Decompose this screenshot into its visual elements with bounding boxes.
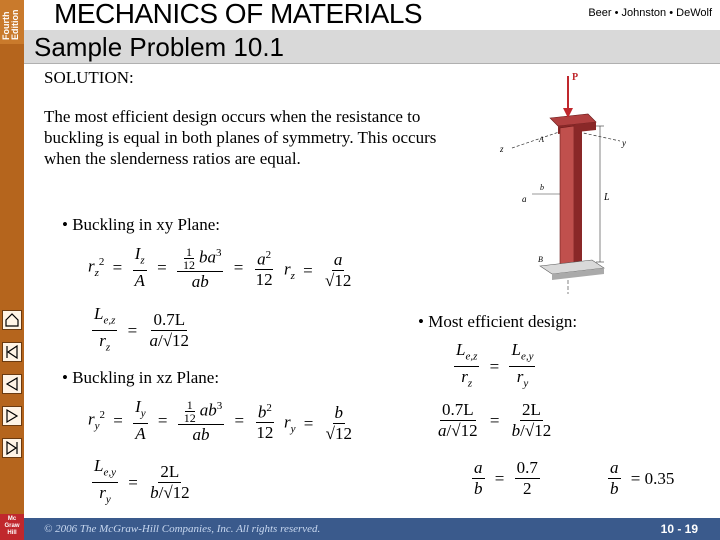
label-z: z [500,144,504,154]
header [24,0,720,30]
authors: Beer • Johnston • DeWolf [588,7,712,19]
problem-title: Sample Problem 10.1 [34,32,285,62]
sidebar [0,0,24,540]
intro-paragraph: The most efficient design occurs when the resistance to buckling is equal in both planes of symmetry. This occurs when the slenderness ratios are equal. [44,107,437,168]
label-y: y [622,138,626,148]
footer [24,518,720,540]
bullet-xy-plane: • Buckling in xy Plane: [62,215,220,234]
copyright: © 2006 The McGraw-Hill Companies, Inc. All rights reserved. [44,523,321,535]
first-slide-icon[interactable] [2,342,22,362]
column-body [560,126,574,266]
equation-result: $\frac{a}{b}$ = 0.35 [610,458,675,498]
page-number: 10 - 19 [660,522,698,536]
equation-slenderness-z: $\frac{L_{e,z}}{r_z}$ = $\frac{0.7L}{a/√12}$ [94,304,190,354]
equation-rz-squared: $r_z^2$ = $\frac{I_z}{A}$ = $\frac{1}{12}$ $ba^3$ ab = $\frac{a^2}{12}$ [88,243,273,292]
label-B: B [538,255,543,264]
edition-tab [0,0,24,44]
label-L: L [604,192,610,203]
edition-label: Fourth Edition [1,9,20,40]
home-icon[interactable] [2,310,22,330]
solution-label: SOLUTION: [44,68,134,87]
equation-substituted: $\frac{0.7L}{a/√12}$ = $\frac{2L}{b/√12}$ [438,400,552,440]
equation-slenderness-y: $\frac{L_{e,y}}{r_y}$ = $\frac{2L}{b/√12}$ [94,456,190,506]
equation-ry-squared: $r_y^2$ = $\frac{I_y}{A}$ = $\frac{1}{12}$ $ab^3$ ab = $\frac{b^2}{12}$ [88,396,274,445]
equation-rz: $r_z$ = $\frac{a}{√12}$ [284,250,352,290]
label-P: P [572,72,579,83]
bullet-efficient-design: • Most efficient design: [418,312,578,331]
course-title: MECHANICS OF MATERIALS [54,0,423,29]
column-figure [492,66,642,296]
bullet-xz-plane: • Buckling in xz Plane: [62,368,220,387]
last-slide-icon[interactable] [2,438,22,458]
equation-ry: $r_y$ = $\frac{b}{√12}$ [284,403,352,443]
label-A: A [539,135,544,144]
equation-equal-slenderness: $\frac{L_{e,z}}{r_z}$ = $\frac{L_{e,y}}{r_y}$ [456,340,534,390]
title-bar [24,30,720,64]
publisher-logo: Mc Graw Hill [0,514,24,540]
label-b: b [540,183,544,192]
equation-ratio: $\frac{a}{b}$ = $\frac{0.7}{2}$ [474,458,538,498]
label-a: a [522,194,527,204]
previous-slide-icon[interactable] [2,374,22,394]
next-slide-icon[interactable] [2,406,22,426]
